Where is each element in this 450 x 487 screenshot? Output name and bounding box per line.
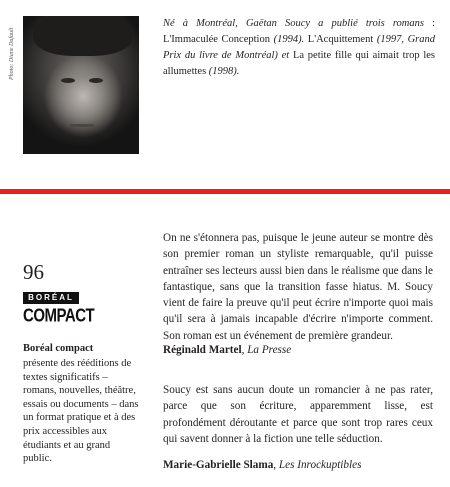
collection-description: présente des rééditions de textes significatifs – romans, nouvelles, théâtre, essais ou documents – dans un format pratique et à des prix accessibles aux étudiants et au grand public. bbox=[23, 358, 139, 465]
boreal-logo-top: BORÉAL bbox=[23, 292, 79, 304]
boreal-logo-bottom: COMPACT bbox=[23, 305, 95, 327]
red-divider bbox=[0, 189, 450, 194]
bio-separator: : bbox=[423, 18, 435, 29]
author-left-eye bbox=[61, 78, 75, 83]
review-quote-1: On ne s'étonnera pas, puisque le jeune auteur se montre dès son premier roman un styliste remarquable, qu'il puisse entraîner ses lecteurs aussi bien dans le réalisme que dans le fantastique, sans que la transition fasse hiatus. M. Soucy vient de faire la preuve qu'il peut écrire n'importe quoi mais qu'il sera à jamais incapable d'écrire n'importe comment. Son roman est un événement de première grandeur. bbox=[163, 232, 433, 342]
review-author-2: Marie-Gabrielle Slama bbox=[163, 459, 274, 471]
bio-book-3: La petite fille qui aimait trop les allumettes bbox=[163, 50, 435, 77]
review-author-1: Réginald Martel bbox=[163, 344, 242, 356]
review-quote-2: Soucy est sans aucun doute un romancier à ne pas rater, parce que son écriture, apparemment lisse, est profondément déroutante et parce que sont trop rares ceux qui savent donner à la fiction une telle séduction. bbox=[163, 384, 433, 445]
review-source-2: Les Inrockuptibles bbox=[278, 459, 362, 471]
bio-book-1: L'Immaculée Conception bbox=[163, 34, 270, 45]
collection-number: 96 bbox=[23, 260, 44, 284]
collection-title: Boréal compact bbox=[23, 343, 94, 354]
bio-year-2: (1997, Grand Prix du livre de Montréal) et bbox=[163, 34, 436, 61]
photo-credit: Photo: Diane Dufault bbox=[9, 27, 15, 80]
author-bio bbox=[163, 16, 435, 80]
bio-year-3: (1998). bbox=[206, 66, 240, 77]
bio-year-1: (1994). bbox=[269, 34, 308, 45]
author-right-eye bbox=[89, 78, 103, 83]
author-hair bbox=[33, 16, 133, 56]
review-attribution-2: Marie-Gabrielle Slama, Les Inrockuptibles bbox=[163, 459, 362, 471]
review-source-1: La Presse bbox=[247, 344, 292, 356]
author-photo bbox=[23, 16, 139, 154]
review-attribution-1: Réginald Martel, La Presse bbox=[163, 344, 292, 356]
bio-intro: Né à Montréal, Gaëtan Soucy a publié trois romans bbox=[163, 18, 424, 29]
bio-book-2: L'Acquittement bbox=[307, 34, 374, 45]
author-mouth bbox=[70, 124, 94, 127]
